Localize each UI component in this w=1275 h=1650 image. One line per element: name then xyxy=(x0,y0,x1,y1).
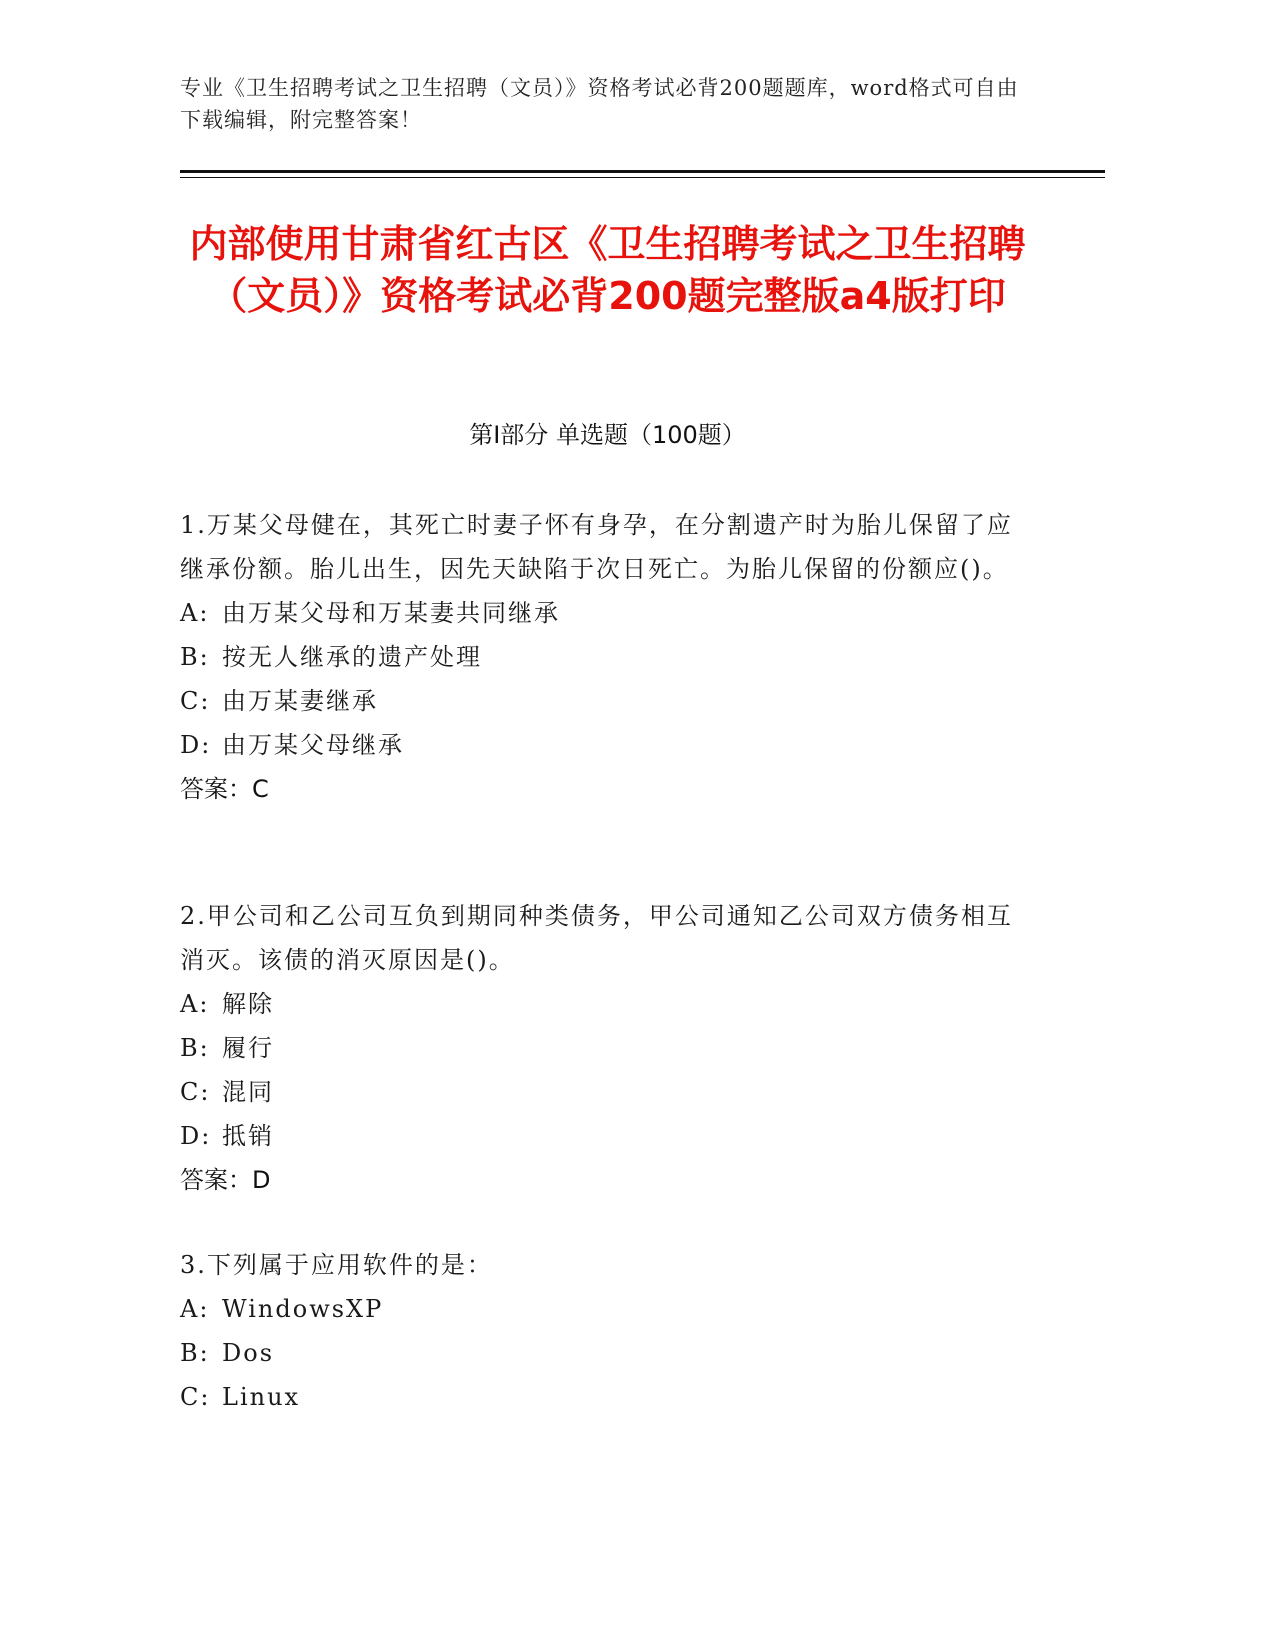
question-3 xyxy=(180,1243,1030,1419)
option-a xyxy=(180,591,1030,635)
option-a xyxy=(180,982,1030,1026)
option-c xyxy=(180,679,1030,723)
option-b xyxy=(180,1026,1030,1070)
option-key: C: xyxy=(180,1383,211,1411)
option-text: 按无人继承的遗产处理 xyxy=(222,643,482,671)
option-key: C: xyxy=(180,1078,211,1106)
question-stem: 3.下列属于应用软件的是： xyxy=(180,1251,493,1279)
option-key: B: xyxy=(180,643,210,671)
option-text: 履行 xyxy=(222,1034,274,1062)
question-stem: 1.万某父母健在，其死亡时妻子怀有身孕，在分割遗产时为胎儿保留了应继承份额。胎儿出生，因先天缺陷于次日死亡。为胎儿保留的份额应()。 xyxy=(180,511,1013,583)
header-divider-thin xyxy=(180,177,1105,178)
header-divider-thick xyxy=(180,170,1105,173)
option-text: 解除 xyxy=(222,990,274,1018)
option-b xyxy=(180,635,1030,679)
option-text: 混同 xyxy=(222,1078,274,1106)
option-key: A: xyxy=(180,599,210,627)
option-text: 抵销 xyxy=(222,1122,274,1150)
header-note: 专业《卫生招聘考试之卫生招聘（文员）》资格考试必背200题题库，word格式可自由下载编辑，附完整答案！ xyxy=(180,76,1019,132)
option-key: D: xyxy=(180,1122,212,1150)
option-key: C: xyxy=(180,687,211,715)
option-text: 由万某父母继承 xyxy=(222,731,404,759)
option-text: WindowsXP xyxy=(222,1295,384,1323)
option-c xyxy=(180,1070,1030,1114)
question-2 xyxy=(180,894,1030,1202)
option-d xyxy=(180,1114,1030,1158)
option-key: B: xyxy=(180,1034,210,1062)
option-key: A: xyxy=(180,1295,210,1323)
option-text: 由万某妻继承 xyxy=(222,687,378,715)
question-1 xyxy=(180,503,1030,811)
option-b xyxy=(180,1331,1030,1375)
document-title: 内部使用甘肃省红古区《卫生招聘考试之卫生招聘（文员）》资格考试必背200题完整版a4版打印 xyxy=(189,222,1026,318)
question-stem: 2.甲公司和乙公司互负到期同种类债务，甲公司通知乙公司双方债务相互消灭。该债的消灭原因是()。 xyxy=(180,902,1013,974)
option-key: A: xyxy=(180,990,210,1018)
section-title: 第I部分 单选题（100题） xyxy=(469,421,746,449)
option-a xyxy=(180,1287,1030,1331)
option-text: Linux xyxy=(222,1383,301,1411)
answer-line: 答案：C xyxy=(180,775,269,803)
option-text: 由万某父母和万某妻共同继承 xyxy=(222,599,560,627)
option-c xyxy=(180,1375,1030,1419)
option-text: Dos xyxy=(222,1339,275,1367)
answer-line: 答案：D xyxy=(180,1166,271,1194)
option-key: D: xyxy=(180,731,212,759)
option-key: B: xyxy=(180,1339,210,1367)
option-d xyxy=(180,723,1030,767)
